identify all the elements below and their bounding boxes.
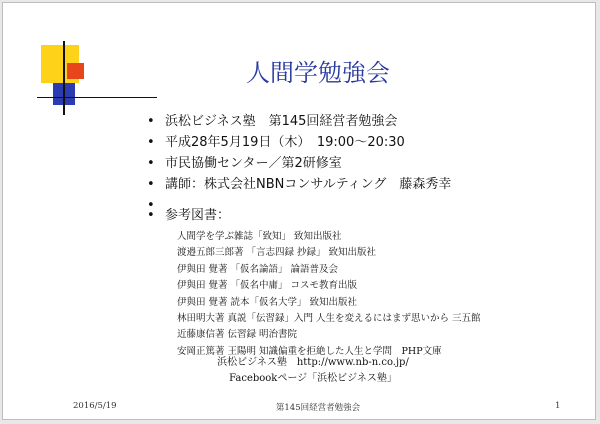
reference-item: 伊與田 覺著 「仮名論語」 論語普及会	[177, 263, 339, 275]
reference-item: 伊與田 覺著 読本「仮名大学」 致知出版社	[177, 296, 358, 308]
horizontal-line-decoration	[37, 97, 157, 98]
bullet-list	[143, 111, 451, 226]
references-heading: • 参考図書：	[143, 205, 451, 226]
slide-title: 人間学勉強会	[246, 59, 390, 87]
reference-item: 渡邉五郎三郎著 「言志四録 抄録」 致知出版社	[177, 247, 377, 259]
reference-item: 林田明大著 真説「伝習録」入門 人生を変えるにはまず思いから 三五館	[177, 313, 481, 325]
reference-item: 安岡正篤著 王陽明 知識偏重を拒絶した人生と学問 PHP文庫	[177, 345, 442, 357]
reference-item: 伊與田 覺著 「仮名中庸」 コスモ教育出版	[177, 280, 358, 292]
slide	[2, 2, 596, 420]
bullet-item: • 講師：株式会社NBNコンサルティング 藤森秀幸	[143, 174, 451, 195]
reference-item: 近藤康信著 伝習録 明治書院	[177, 329, 298, 341]
bullet-item: • 平成28年5月19日（木） 19:00～20:30	[143, 132, 451, 153]
contact-facebook: Facebookページ「浜松ビジネス塾」	[229, 373, 397, 384]
red-square-decoration	[67, 63, 84, 79]
contact-url[interactable]: 浜松ビジネス塾 http://www.nb-n.co.jp/	[217, 357, 409, 368]
vertical-line-decoration	[63, 41, 65, 115]
bullet-item: • 市民協働センター／第2研修室	[143, 153, 451, 174]
reference-list	[177, 229, 481, 360]
footer-title: 第145回経営者勉強会	[275, 403, 361, 413]
page-number: 1	[555, 401, 561, 411]
bullet-spacer	[143, 195, 451, 205]
bullet-item: • 浜松ビジネス塾 第145回経営者勉強会	[143, 111, 451, 132]
contact-block	[203, 355, 423, 387]
footer-date: 2016/5/19	[73, 401, 117, 411]
reference-item: 人間学を学ぶ雑誌「致知」 致知出版社	[177, 231, 342, 242]
